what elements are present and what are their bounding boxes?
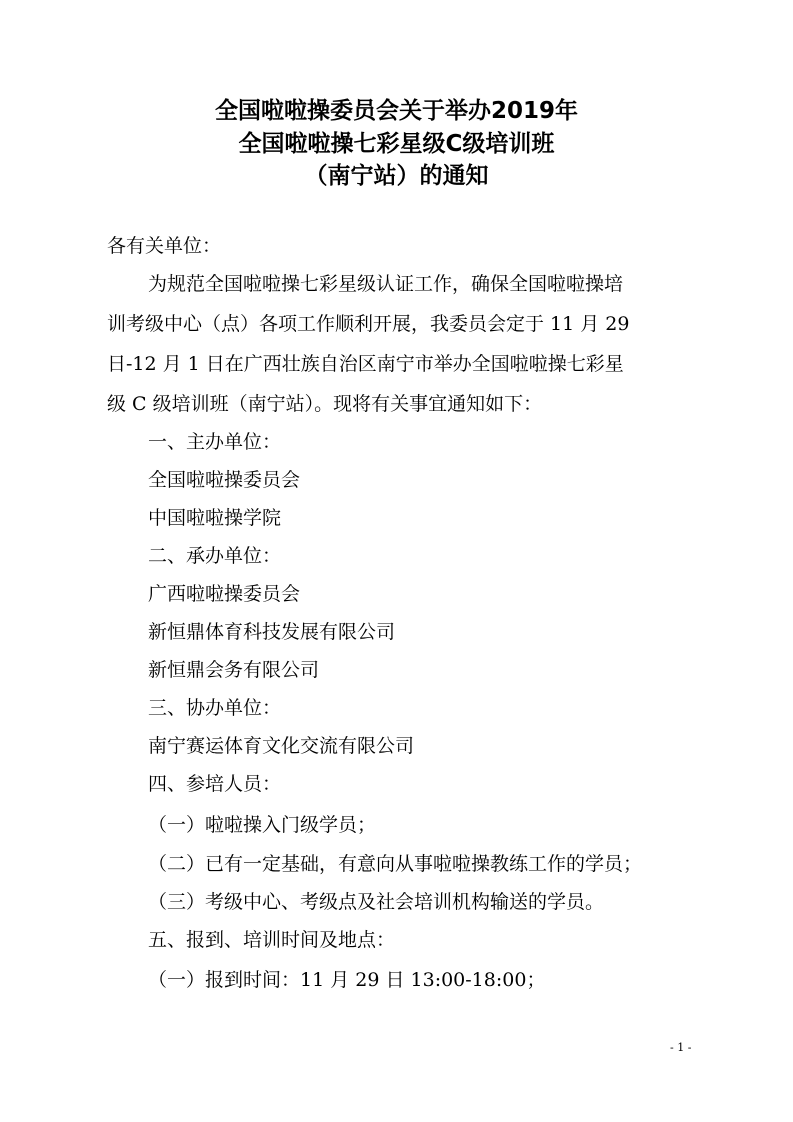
co-host-item: 南宁赛运体育文化交流有限公司 [148,735,415,757]
page-number: - 1 - [670,1041,692,1054]
host-item: 新恒鼎会务有限公司 [148,659,320,681]
participant-item: （一）啦啦操入门级学员； [148,814,377,836]
intro-line-4: 级 C 级培训班（南宁站）。现将有关事宜通知如下： [107,393,543,415]
section-heading-co-host: 三、协办单位： [148,697,282,719]
document-title-line-3: （南宁站）的通知 [304,163,489,189]
host-item: 新恒鼎体育科技发展有限公司 [148,621,396,643]
section-heading-host: 二、承办单位： [148,545,282,567]
intro-line-3: 日-12 月 1 日在广西壮族自治区南宁市举办全国啦啦操七彩星 [107,353,624,375]
document-title-line-1: 全国啦啦操委员会关于举办2019年 [214,98,578,124]
participant-item: （三）考级中心、考级点及社会培训机构输送的学员。 [148,891,605,913]
host-item: 广西啦啦操委员会 [148,583,301,605]
section-heading-participants: 四、参培人员： [148,773,282,795]
salutation: 各有关单位： [107,235,222,257]
section-heading-schedule: 五、报到、培训时间及地点： [148,929,396,951]
schedule-item: （一）报到时间：11 月 29 日 13:00-18:00； [148,969,546,991]
participant-item: （二）已有一定基础，有意向从事啦啦操教练工作的学员； [148,853,643,875]
organizer-item: 全国啦啦操委员会 [148,469,301,491]
intro-line-2: 训考级中心（点）各项工作顺利开展，我委员会定于 11 月 29 [107,313,630,335]
document-title-line-2: 全国啦啦操七彩星级C级培训班 [238,131,555,157]
section-heading-organizer: 一、主办单位： [148,431,282,453]
intro-line-1: 为规范全国啦啦操七彩星级认证工作，确保全国啦啦操培 [148,273,624,295]
organizer-item: 中国啦啦操学院 [148,507,282,529]
